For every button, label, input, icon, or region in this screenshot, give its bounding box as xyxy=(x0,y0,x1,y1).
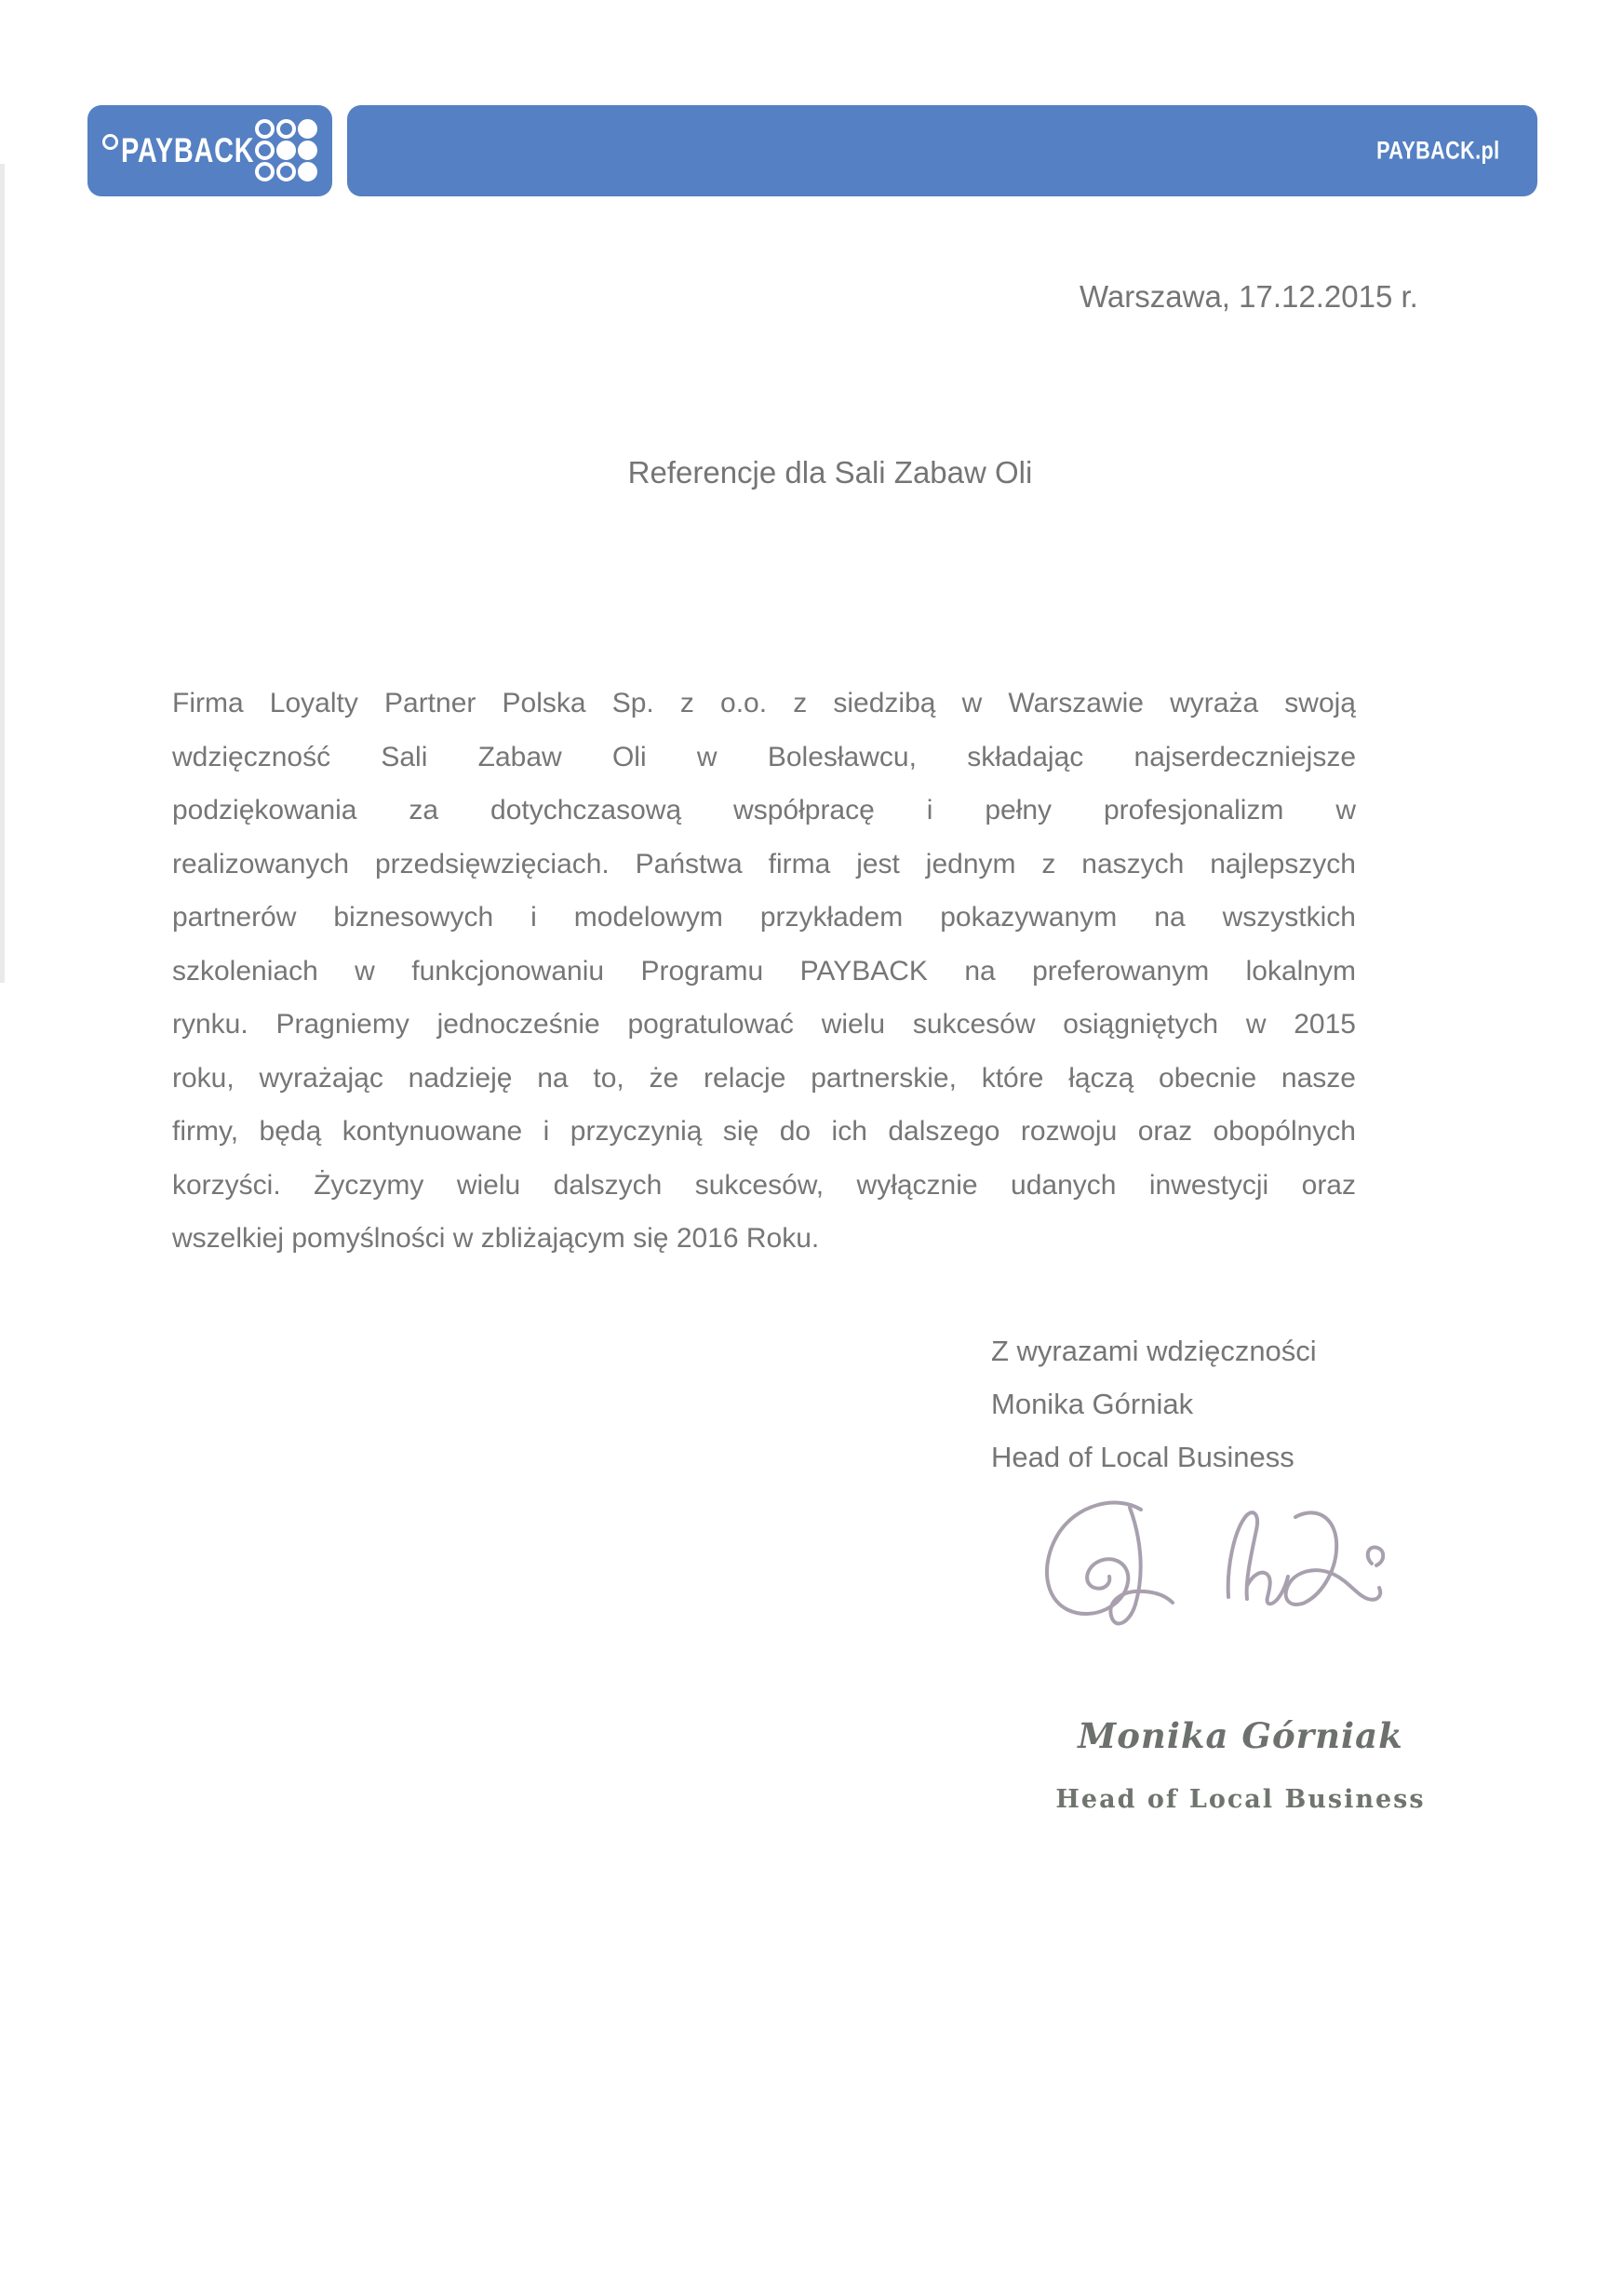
payback-site-label: PAYBACK.pl xyxy=(1376,136,1500,165)
closing-block xyxy=(991,1324,1317,1484)
payback-dots-icon xyxy=(254,118,318,182)
body-line: szkoleniach w funkcjonowaniu Programu PAYBACK na preferowanym lokalnym xyxy=(172,955,1356,987)
stamp-name: Monika Górniak xyxy=(1078,1715,1403,1756)
stamp-title: Head of Local Business xyxy=(1055,1785,1426,1814)
header-bar xyxy=(347,105,1537,196)
body-line: wdzięczność Sali Zabaw Oli w Bolesławcu, składając najserdeczniejsze xyxy=(172,741,1356,772)
letter-body xyxy=(172,677,1356,1266)
degree-ring-icon xyxy=(102,134,118,150)
body-line: roku, wyrażając nadzieję na to, że relacje partnerskie, które łączą obecnie nasze xyxy=(172,1062,1356,1094)
closing-role: Head of Local Business xyxy=(991,1441,1294,1473)
handwritten-signature-icon xyxy=(1031,1497,1385,1659)
closing-name: Monika Górniak xyxy=(991,1388,1194,1420)
scan-artifact xyxy=(0,164,5,983)
body-line: firmy, będą kontynuowane i przyczynią się do ich dalszego rozwoju oraz obopólnych xyxy=(172,1116,1356,1147)
body-line: korzyści. Życzymy wielu dalszych sukcesów, wyłącznie udanych inwestycji oraz xyxy=(172,1169,1356,1201)
body-line: rynku. Pragniemy jednocześnie pogratulować wielu sukcesów osiągniętych w 2015 xyxy=(172,1009,1356,1040)
body-line: realizowanych przedsięwzięciach. Państwa firma jest jednym z naszych najlepszych xyxy=(172,848,1356,879)
page-title: Referencje dla Sali Zabaw Oli xyxy=(627,455,1033,490)
body-line: podziękowania za dotychczasową współpracę i pełny profesjonalizm w xyxy=(172,795,1356,826)
body-line: wszelkiej pomyślności w zbliżającym się 2016 Roku. xyxy=(172,1223,820,1254)
body-line: partnerów biznesowych i modelowym przykładem pokazywanym na wszystkich xyxy=(172,902,1356,933)
closing-salutation: Z wyrazami wdzięczności xyxy=(991,1335,1317,1367)
body-line: Firma Loyalty Partner Polska Sp. z o.o. z siedzibą w Warszawie wyraża swoją xyxy=(172,688,1356,718)
stamp-block xyxy=(1008,1715,1473,1814)
payback-wordmark: PAYBACK xyxy=(121,131,255,169)
payback-logo xyxy=(87,105,332,196)
date-line: Warszawa, 17.12.2015 r. xyxy=(1080,279,1418,314)
